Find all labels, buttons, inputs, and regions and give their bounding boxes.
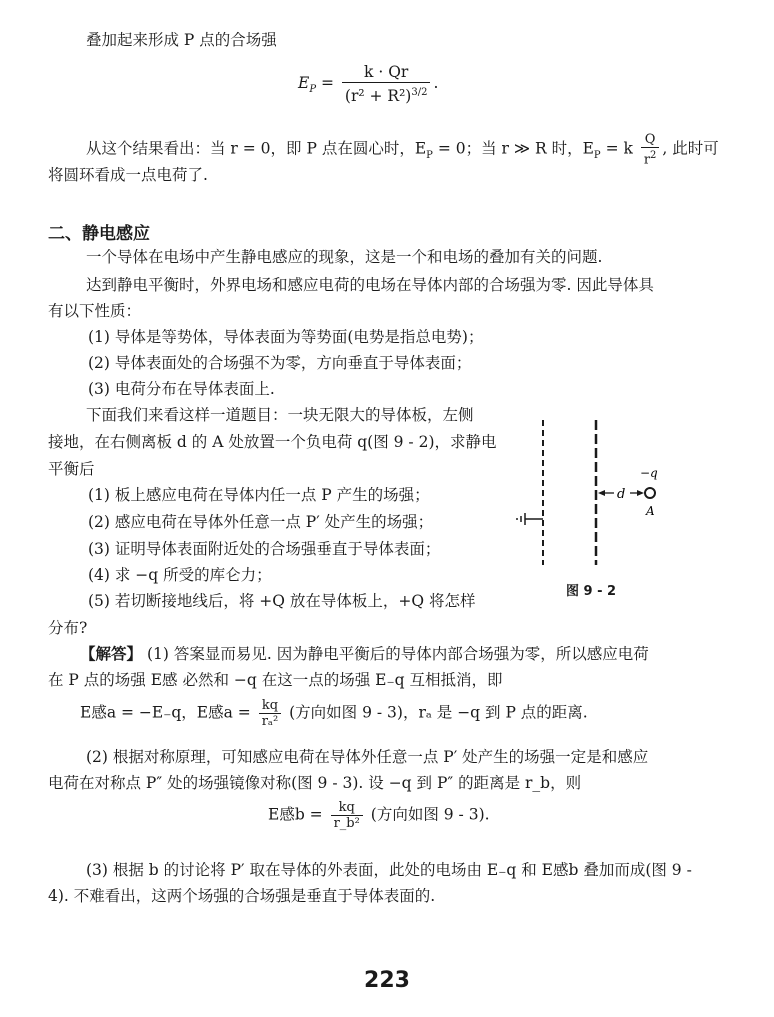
eq1-lhs-sub: P: [309, 84, 317, 96]
para1-text-a: 从这个结果看出：当 r = 0，即 P 点在圆心时，E: [86, 139, 427, 158]
point-label: A: [646, 504, 655, 518]
question-5: (5) 若切断接地线后，将 +Q 放在导体板上，+Q 将怎样: [88, 592, 476, 610]
eq1-numerator: k · Qr: [342, 62, 431, 83]
property-1: (1) 导体是等势体，导体表面为等势面(电势是指总电势)；: [88, 328, 484, 346]
eq2-den: rₐ²: [261, 714, 279, 729]
problem-line2: 接地，在右侧离板 d 的 A 处放置一个负电荷 q(图 9 - 2)，求静电: [48, 433, 497, 451]
para1-line2: 将圆环看成一点电荷了.: [48, 166, 208, 184]
answer-2-line1: (2) 根据对称原理，可知感应电荷在导体外任意一点 P′ 处产生的场强一定是和感应: [86, 748, 649, 766]
problem-line1: 下面我们来看这样一道题目：一块无限大的导体板，左侧: [86, 406, 474, 424]
property-3: (3) 电荷分布在导体表面上.: [88, 380, 275, 398]
answer-3-line1: (3) 根据 b 的讨论将 P′ 取在导体的外表面，此处的电场由 E₋q 和 E感b 叠加而成(图 9 -: [86, 861, 692, 879]
charge-label: −q: [640, 466, 658, 480]
answer-1a: (1) 答案显而易见. 因为静电平衡后的导体内部合场强为零，所以感应电荷: [146, 645, 649, 663]
answer-label: 【解答】: [80, 645, 143, 663]
eq3-num: kq: [331, 800, 363, 816]
question-3: (3) 证明导体表面附近处的合场强垂直于导体表面；: [88, 540, 441, 558]
section-title: 二、静电感应: [48, 224, 150, 244]
para1-line1: 从这个结果看出：当 r = 0，即 P 点在圆心时，$E_P = 0$；当 r ≫ R 时，$E_P = k$ $\frac{Q}{r^2}$ , 此时可: [86, 132, 719, 168]
eq2-left: E感a = −E₋q，E感a =: [80, 703, 251, 722]
answer-2-line2: 电荷在对称点 P″ 处的场强镜像对称(图 9 - 3). 设 −q 到 P″ 的距离是 r_b，则: [48, 774, 582, 792]
eq2-right: (方向如图 9 - 3)，rₐ 是 −q 到 P 点的距离.: [289, 703, 588, 722]
eq2-num: kq: [259, 698, 281, 714]
figure-9-2: [510, 415, 690, 575]
eq1-denominator: (r² + R²): [344, 87, 412, 106]
question-5-cont: 分布?: [48, 619, 88, 637]
section-para2-line2: 有以下性质：: [48, 302, 142, 320]
answer-3-line2: 4). 不难看出，这两个场强的合场强是垂直于导体表面的.: [48, 887, 436, 905]
answer-line1: [80, 642, 649, 666]
eq1-exponent: 3/2: [411, 87, 428, 98]
para1-text-b: = 0；当 r ≫ R 时，E: [437, 139, 594, 158]
figure-caption: 图 9 - 2: [566, 584, 617, 599]
distance-label: d: [617, 487, 626, 502]
section-para1: 一个导体在电场中产生静电感应的现象，这是一个和电场的叠加有关的问题.: [86, 248, 603, 266]
intro-line: 叠加起来形成 P 点的合场强: [86, 31, 277, 49]
question-4: (4) 求 −q 所受的库仑力；: [88, 566, 272, 584]
section-para2-line1: 达到静电平衡时，外界电场和感应电荷的电场在导体内部的合场强为零. 因此导体具: [86, 276, 654, 294]
eq3-right: (方向如图 9 - 3).: [370, 805, 490, 824]
question-2: (2) 感应电荷在导体外任意一点 P′ 处产生的场强；: [88, 513, 434, 531]
eq3-left: E感b =: [268, 805, 323, 824]
question-1: (1) 板上感应电荷在导体内任一点 P 产生的场强；: [88, 486, 430, 504]
answer-line2: 在 P 点的场强 E感 必然和 −q 在这一点的场强 E₋q 互相抵消，即: [48, 671, 503, 689]
equation-e-induced-b: [268, 800, 490, 831]
property-2: (2) 导体表面处的合场强不为零，方向垂直于导体表面；: [88, 354, 472, 372]
charge-circle: [645, 488, 655, 498]
eq3-den: r_b²: [333, 816, 360, 831]
equation-e-induced-a: [80, 698, 588, 729]
eq1-lhs: E: [298, 74, 310, 93]
page-number: 223: [364, 968, 410, 993]
equation-ep: $E_P$ = $\frac{k \cdot Qr}{(r^2 + R^2)^{3/2}}$ .: [298, 63, 439, 106]
para1-text-c: 此时可: [672, 139, 719, 158]
problem-line3: 平衡后: [48, 460, 95, 478]
